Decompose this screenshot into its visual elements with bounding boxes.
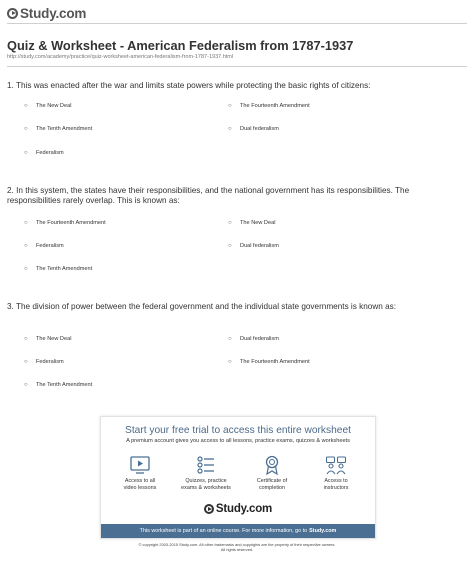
radio-icon[interactable]: ○	[24, 266, 28, 272]
radio-icon[interactable]: ○	[24, 336, 28, 342]
q1-option-c[interactable]	[24, 126, 92, 132]
promo-subline: A premium account gives you access to all lessons, practice exams, quizzes & worksheets	[126, 438, 350, 444]
q2-option-a[interactable]	[24, 220, 106, 226]
radio-icon[interactable]: ○	[24, 126, 28, 132]
promo-headline: Start your free trial to access this entire worksheet	[125, 425, 351, 436]
study-play-icon	[204, 504, 214, 514]
option-label: Federalism	[36, 243, 64, 249]
radio-icon[interactable]: ○	[228, 359, 232, 365]
feature-quizzes	[171, 455, 241, 492]
certificate-icon	[261, 455, 283, 475]
q1-option-b[interactable]	[228, 103, 310, 109]
q1-option-a[interactable]	[24, 103, 71, 109]
q3-option-d[interactable]	[228, 359, 310, 365]
option-label: Dual federalism	[240, 126, 279, 132]
option-label: The Tenth Amendment	[36, 126, 93, 132]
promo-info-bar	[101, 524, 375, 538]
copyright-line-1: © copyright 2003-2015 Study.com. All other trademarks and copyrights are the property of their respective owners.	[138, 542, 336, 547]
promo-bar-text: This worksheet is part of an online course. For more information, go to	[139, 528, 308, 534]
radio-icon[interactable]: ○	[228, 336, 232, 342]
feature-label-line1: Certificate of	[256, 478, 288, 484]
feature-label-line2: video lessons	[123, 485, 157, 491]
promo-study-logo[interactable]	[101, 503, 375, 515]
feature-label-line1: Quizzes, practice	[185, 478, 227, 484]
radio-icon[interactable]: ○	[228, 220, 232, 226]
q3-option-b[interactable]	[228, 336, 279, 342]
promo-bar-link[interactable]: Study.com	[309, 528, 337, 534]
study-logo[interactable]	[7, 4, 467, 22]
q2-option-e[interactable]	[24, 266, 92, 272]
feature-label-line2: exams & worksheets	[181, 485, 231, 491]
option-label: The Fourteenth Amendment	[36, 220, 106, 226]
header-divider	[7, 23, 467, 24]
radio-icon[interactable]: ○	[24, 150, 28, 156]
quiz-list-icon	[195, 455, 217, 475]
feature-instructors	[301, 455, 371, 492]
option-label: The New Deal	[36, 103, 72, 109]
option-label: Federalism	[36, 359, 64, 365]
q2-option-d[interactable]	[228, 243, 279, 249]
option-label: Federalism	[36, 150, 64, 156]
video-lesson-icon	[129, 455, 151, 475]
question-1-text: 1. This was enacted after the war and limits state powers while protecting the basic rights of citizens:	[7, 81, 371, 90]
radio-icon[interactable]: ○	[24, 359, 28, 365]
q1-option-d[interactable]	[228, 126, 279, 132]
option-label: The New Deal	[36, 336, 72, 342]
feature-label-line1: Access to all	[124, 478, 156, 484]
option-label: Dual federalism	[240, 336, 279, 342]
option-label: The Tenth Amendment	[36, 382, 93, 388]
page-title: Quiz & Worksheet - American Federalism from 1787-1937	[7, 38, 354, 53]
option-label: The Fourteenth Amendment	[240, 359, 310, 365]
radio-icon[interactable]: ○	[24, 220, 28, 226]
question-2-text: 2. In this system, the states have their responsibilities, and the national government has its responsibilities. The responsibilities rarely overlap. This is known as:	[7, 186, 410, 205]
option-label: The Tenth Amendment	[36, 266, 93, 272]
radio-icon[interactable]: ○	[24, 103, 28, 109]
page-url: http://study.com/academy/practice/quiz-worksheet-american-federalism-from-1787-1937.html	[7, 54, 234, 60]
study-play-icon	[7, 8, 18, 19]
q3-option-c[interactable]	[24, 359, 64, 365]
feature-label-line1: Access to	[324, 478, 348, 484]
copyright-line-2: All rights reserved.	[220, 547, 254, 552]
feature-video-lessons	[105, 455, 175, 492]
title-divider	[7, 66, 467, 67]
radio-icon[interactable]: ○	[228, 243, 232, 249]
feature-label-line2: instructors	[323, 485, 349, 491]
logo-text: Study.com	[20, 5, 87, 21]
premium-promo-box	[100, 416, 376, 539]
feature-certificate	[237, 455, 307, 492]
q2-option-b[interactable]	[228, 220, 275, 226]
site-header	[7, 4, 467, 22]
option-label: The Fourteenth Amendment	[240, 103, 310, 109]
q2-option-c[interactable]	[24, 243, 64, 249]
question-3-text: 3. The division of power between the federal government and the individual state governments is known as:	[7, 302, 396, 311]
option-label: Dual federalism	[240, 243, 279, 249]
radio-icon[interactable]: ○	[228, 126, 232, 132]
option-label: The New Deal	[240, 220, 276, 226]
q1-option-e[interactable]	[24, 150, 64, 156]
radio-icon[interactable]: ○	[24, 243, 28, 249]
q3-option-a[interactable]	[24, 336, 71, 342]
instructors-icon	[325, 455, 347, 475]
q3-option-e[interactable]	[24, 382, 92, 388]
feature-label-line2: completion	[258, 485, 286, 491]
radio-icon[interactable]: ○	[228, 103, 232, 109]
promo-logo-text: Study.com	[215, 503, 273, 515]
radio-icon[interactable]: ○	[24, 382, 28, 388]
copyright-footer	[0, 542, 474, 552]
